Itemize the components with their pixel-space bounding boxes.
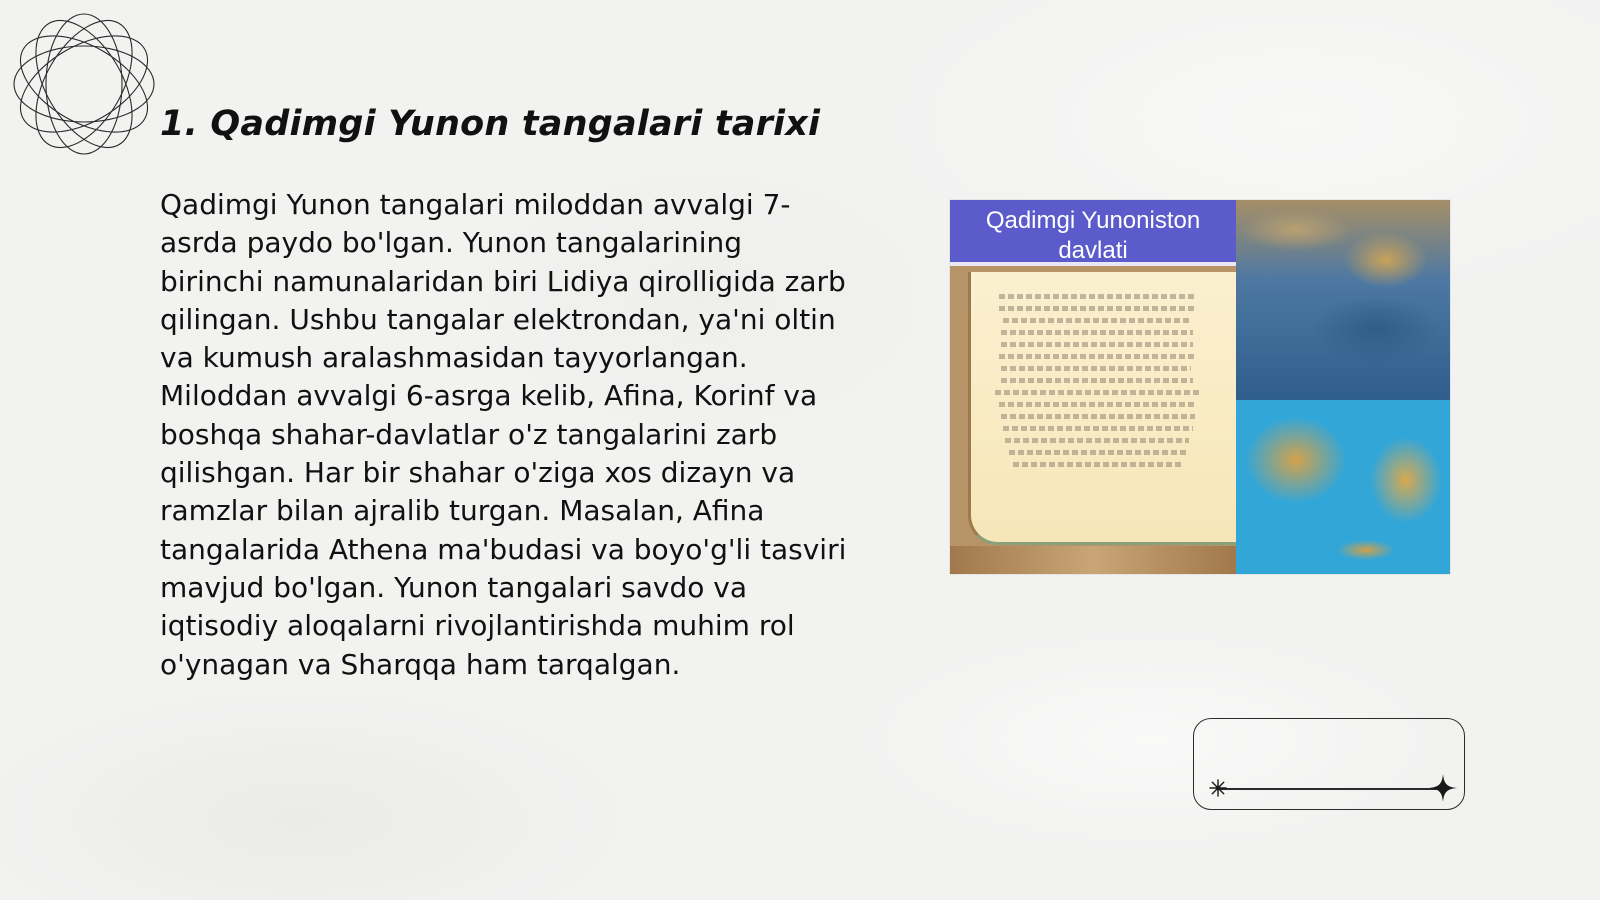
- decorative-frame: [1193, 718, 1465, 810]
- ancient-greece-image: [950, 200, 1450, 574]
- decorative-border-strip: [950, 546, 1236, 574]
- image-header-line1: Qadimgi Yunoniston: [985, 207, 1201, 234]
- body-paragraph: Qadimgi Yunon tangalari miloddan avvalgi 7-asrda paydo bo'lgan. Yunon tangalarining birinchi namunalaridan biri Lidiya qirolligida zarb qilingan. Ushbu tangalar elektrondan, ya'ni oltin va kumush aralashmasidan tayyorlangan. Miloddan avvalgi 6-asrga kelib, Afina, Korinf va boshqa shahar-davlatlar o'z tangalarini zarb qilishgan. Har bir shahar o'ziga xos dizayn va ramzlar bilan ajralib turgan. Masalan, Afina tangalarida Athena ma'budasi va boyo'g'li tasviri mavjud bo'lgan. Yunon tangalari savdo va iqtisodiy aloqalarni rivojlantirishda muhim rol o'ynagan va Sharqqa ham tarqalgan.: [160, 188, 847, 681]
- map-greece-bottom: [1236, 400, 1450, 574]
- image-left-panel: [950, 200, 1236, 574]
- four-point-star-icon: [1428, 773, 1458, 803]
- parchment-scroll: [968, 272, 1237, 545]
- slide-title: 1. Qadimgi Yunon tangalari tarixi: [160, 104, 821, 144]
- map-aegean-top: [1236, 200, 1450, 400]
- circular-ornament-icon: [10, 10, 158, 158]
- image-header-line2: davlati: [1058, 237, 1128, 264]
- decorative-line: [1218, 788, 1442, 790]
- image-header: [950, 200, 1236, 266]
- sparkle-icon: [1208, 778, 1228, 798]
